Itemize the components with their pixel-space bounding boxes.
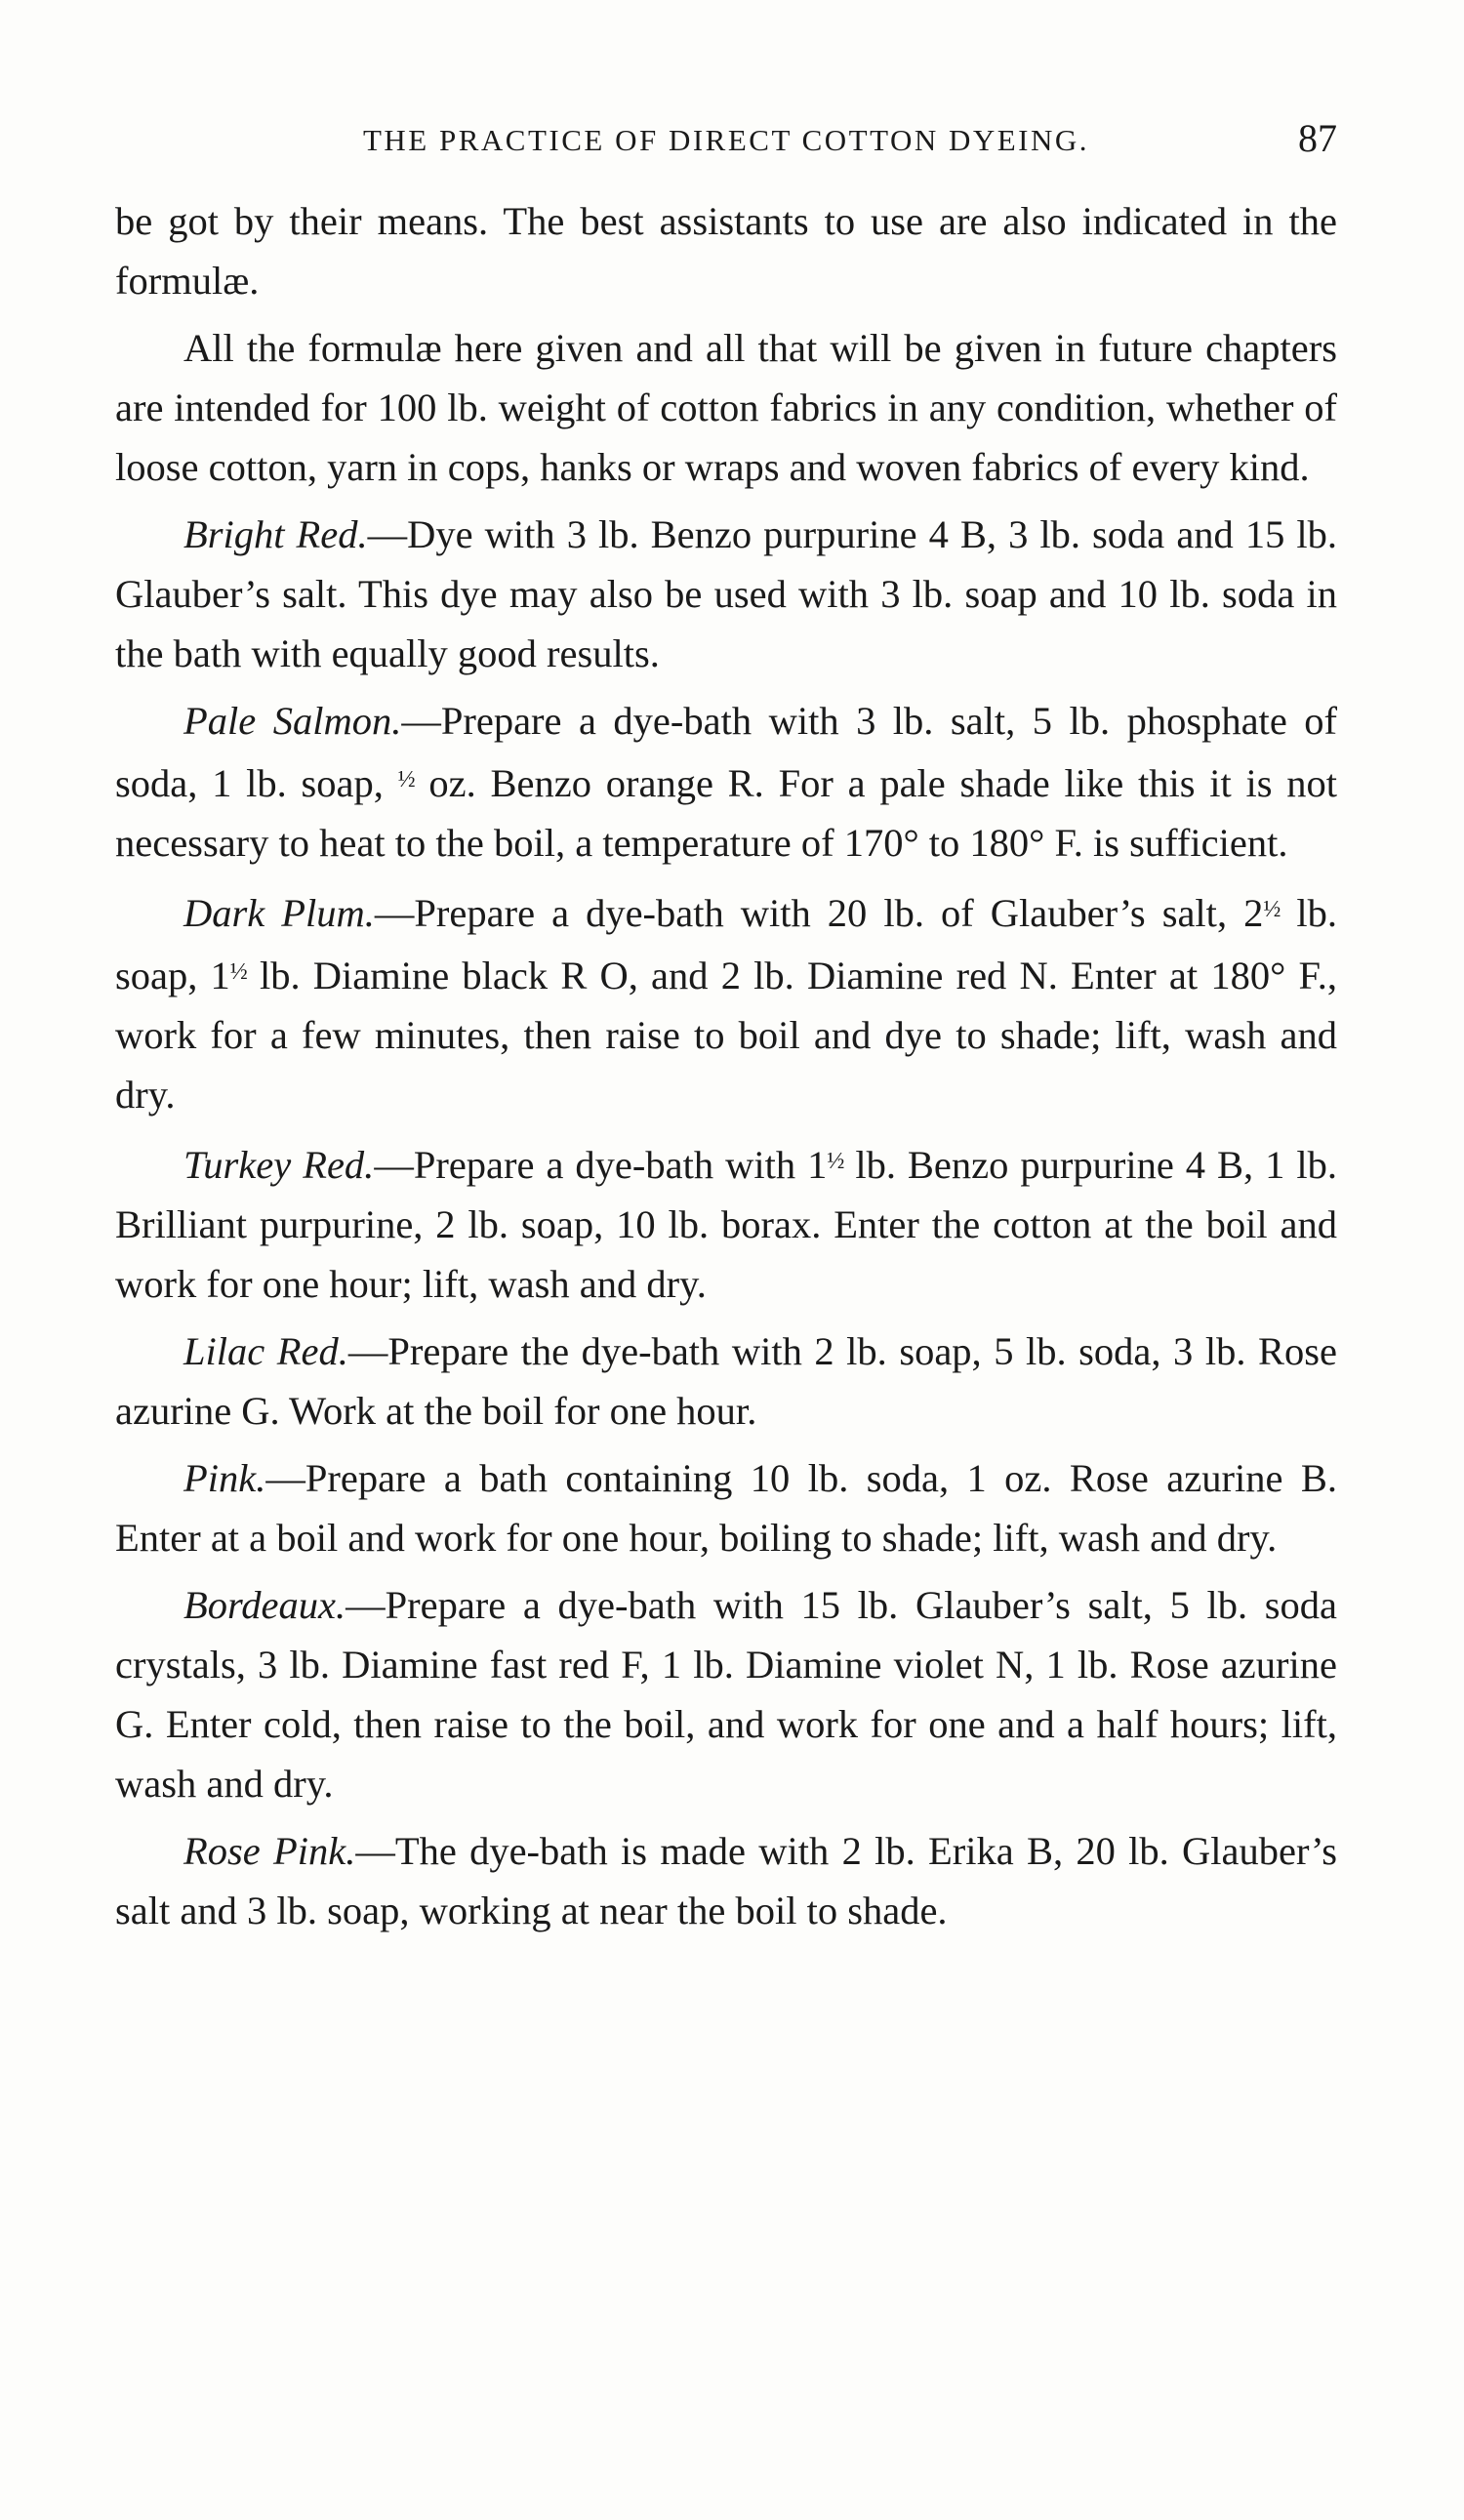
fraction: ½ <box>229 959 247 985</box>
recipe-text: oz. Benzo orange R. For a pale shade like this it is not necessary to heat to the boil, a temperature of 170° to 180° F. is sufficient. <box>115 761 1338 865</box>
recipe-text: —Prepare the dye-bath with 2 lb. soap, 5 lb. soda, 3 lb. Rose azurine G. Work at the boil for one hour. <box>115 1329 1337 1433</box>
recipe-lilac-red <box>115 1321 1337 1441</box>
recipe-text: lb. soap, 1 <box>115 891 1338 997</box>
recipe-bright-red <box>115 505 1337 683</box>
recipe-bordeaux <box>115 1575 1337 1813</box>
continuation-paragraph: be got by their means. The best assistants to use are also indicated in the formulæ. <box>115 199 1337 303</box>
fraction: ½ <box>397 767 415 793</box>
recipe-text: —Prepare a bath containing 10 lb. soda, 1 oz. Rose azurine B. Enter at a boil and work for one hour, boiling to shade; lift, wash and dry. <box>115 1456 1337 1560</box>
page-header <box>115 115 1337 174</box>
fraction: ½ <box>827 1149 844 1174</box>
recipe-title: Bordeaux. <box>183 1583 346 1627</box>
recipe-title: Turkey Red. <box>183 1143 375 1187</box>
recipe-text: lb. Diamine black R O, and 2 lb. Diamine red N. Enter at 180° F., work for a few minutes, then raise to boil and dye to shade; lift, wash and dry. <box>115 954 1337 1117</box>
recipe-pink <box>115 1448 1337 1567</box>
recipe-title: Dark Plum. <box>183 891 375 935</box>
running-title: THE PRACTICE OF DIRECT COTTON DYEING. <box>362 123 1090 157</box>
general-note-paragraph: All the formulæ here given and all that will be given in future chapters are intended for 100 lb. weight of cotton fabrics in any condition, whether of loose cotton, yarn in cops, hanks or wraps and woven fabrics of every kind. <box>115 326 1337 489</box>
recipe-title: Pale Salmon. <box>183 699 402 743</box>
body-text <box>115 191 1337 1948</box>
recipe-dark-plum <box>115 880 1337 1124</box>
recipe-text: —The dye-bath is made with 2 lb. Erika B, 20 lb. Glauber’s salt and 3 lb. soap, working at near the boil to shade. <box>115 1829 1337 1932</box>
recipe-turkey-red <box>115 1132 1337 1314</box>
fraction: ½ <box>1263 897 1281 922</box>
recipe-title: Lilac Red. <box>183 1329 348 1373</box>
recipe-text: —Dye with 3 lb. Benzo purpurine 4 B, 3 lb. soda and 15 lb. Glauber’s salt. This dye may also be used with 3 lb. soap and 10 lb. soda in the bath with equally good results. <box>115 512 1337 675</box>
recipe-text: lb. Benzo purpurine 4 B, 1 lb. Brilliant purpurine, 2 lb. soap, 10 lb. borax. Enter the cotton at the boil and work for one hour; lift, wash and dry. <box>115 1143 1337 1306</box>
recipe-text: —Prepare a dye-bath with 15 lb. Glauber’s salt, 5 lb. soda crystals, 3 lb. Diamine fast red F, 1 lb. Diamine violet N, 1 lb. Rose azurine G. Enter cold, then raise to the boil, and work for one and a half hours; lift, wash and dry. <box>115 1583 1337 1806</box>
recipe-rose-pink <box>115 1821 1337 1940</box>
recipe-title: Bright Red. <box>183 512 368 556</box>
recipe-text: —Prepare a dye-bath with 20 lb. of Glauber’s salt, 2 <box>374 891 1264 935</box>
page-number: 87 <box>1298 116 1337 160</box>
recipe-title: Pink. <box>183 1456 266 1500</box>
recipe-title: Rose Pink. <box>183 1829 356 1873</box>
recipe-text: —Prepare a dye-bath with 3 lb. salt, 5 lb. phosphate of soda, 1 lb. soap, <box>115 699 1338 805</box>
recipe-pale-salmon <box>115 691 1337 873</box>
recipe-text: —Prepare a dye-bath with 1 <box>374 1143 828 1187</box>
